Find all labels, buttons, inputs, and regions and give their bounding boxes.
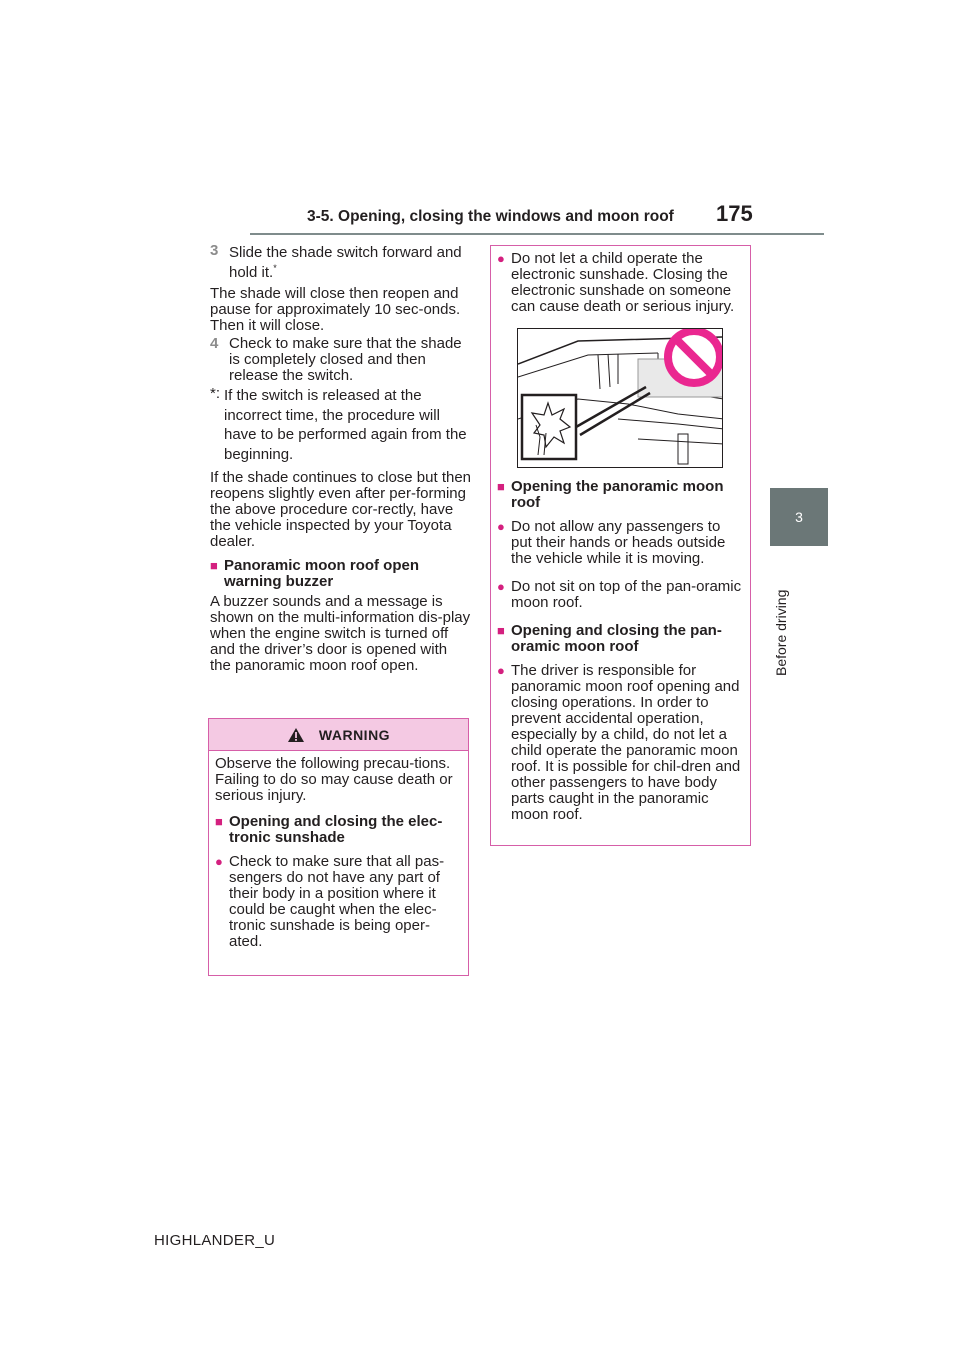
warning-intro: Observe the following precau-tions. Failing to do so may cause death or serious injury. bbox=[215, 755, 453, 804]
section-heading: ■ Opening the panoramic moon roof bbox=[497, 478, 724, 511]
footer-model: HIGHLANDER_U bbox=[154, 1232, 276, 1249]
warning-heading: ■ Opening and closing the elec-tronic sunshade bbox=[215, 813, 443, 846]
bullet-item: ● The driver is responsible for panoramic moon roof opening and closing operations. In order to prevent accidental operation, especially by a child, do not let a child operate the panoramic moon roof. It is possible for chil-dren and other passengers to have body parts caught in the panoramic moon roof. bbox=[497, 662, 741, 823]
square-bullet-icon: ■ bbox=[210, 558, 218, 573]
step-number: 4 bbox=[210, 335, 219, 352]
bullet-icon: ● bbox=[215, 854, 223, 869]
page-header-title: 3-5. Opening, closing the windows and moon roof bbox=[307, 208, 674, 225]
warning-box bbox=[208, 718, 469, 976]
footnote bbox=[210, 386, 472, 464]
warning-header bbox=[209, 719, 468, 751]
bullet-icon: ● bbox=[497, 251, 505, 266]
footnote-text: If the switch is released at the incorrect time, the procedure will have to be performed again from the beginning. bbox=[224, 387, 467, 463]
paragraph: A buzzer sounds and a message is shown on the multi-information dis-play when the engine switch is turned off and the driver’s door is opened with the panoramic moon roof open. bbox=[210, 593, 471, 674]
step-text: Check to make sure that the shade is completely closed and then release the switch. bbox=[229, 335, 462, 384]
step-number: 3 bbox=[210, 242, 219, 259]
footnote-marker: * bbox=[273, 262, 277, 273]
square-bullet-icon: ■ bbox=[497, 479, 505, 494]
paragraph: If the shade continues to close but then reopens slightly even after per-forming the above procedure cor-rectly, have the vehicle inspected by your Toyota dealer. bbox=[210, 469, 472, 550]
footnote-mark: *: bbox=[210, 385, 221, 402]
paragraph: The shade will close then reopen and pause for approximately 10 sec-onds. Then it will close. bbox=[210, 285, 461, 334]
square-bullet-icon: ■ bbox=[215, 814, 223, 829]
bullet-icon: ● bbox=[497, 579, 505, 594]
section-heading: ■ Opening and closing the pan-oramic moon roof bbox=[497, 622, 722, 655]
warning-continued-box bbox=[490, 245, 751, 846]
bullet-item: ● Do not let a child operate the electronic sunshade. Closing the electronic sunshade on someone can cause death or serious injury. bbox=[497, 250, 735, 315]
section-heading: ■ Panoramic moon roof open warning buzzer bbox=[210, 557, 420, 590]
bullet-item: ● Do not allow any passengers to put their hands or heads outside the vehicle while it is moving. bbox=[497, 518, 726, 567]
chapter-label: Before driving bbox=[773, 589, 789, 676]
bullet-item: ● Do not sit on top of the pan-oramic moon roof. bbox=[497, 578, 742, 611]
step-4 bbox=[210, 336, 472, 384]
chapter-tab[interactable]: 3 bbox=[770, 488, 828, 546]
bullet-item: ● Check to make sure that all pas-sengers do not have any part of their body in a position where it could be caught when the elec-tronic sunshade is being oper-ated. bbox=[215, 853, 445, 950]
step-text: Slide the shade switch forward and hold it. bbox=[229, 244, 462, 281]
page-number: 175 bbox=[716, 201, 753, 226]
warning-triangle-icon bbox=[287, 727, 305, 743]
step-3 bbox=[210, 243, 472, 282]
bullet-icon: ● bbox=[497, 519, 505, 534]
bullet-icon: ● bbox=[497, 663, 505, 678]
header-rule bbox=[250, 233, 824, 235]
warning-title: WARNING bbox=[318, 726, 391, 743]
square-bullet-icon: ■ bbox=[497, 623, 505, 638]
sunshade-hazard-illustration bbox=[517, 328, 723, 468]
left-column bbox=[210, 243, 472, 674]
car-interior-drawing bbox=[518, 329, 723, 468]
